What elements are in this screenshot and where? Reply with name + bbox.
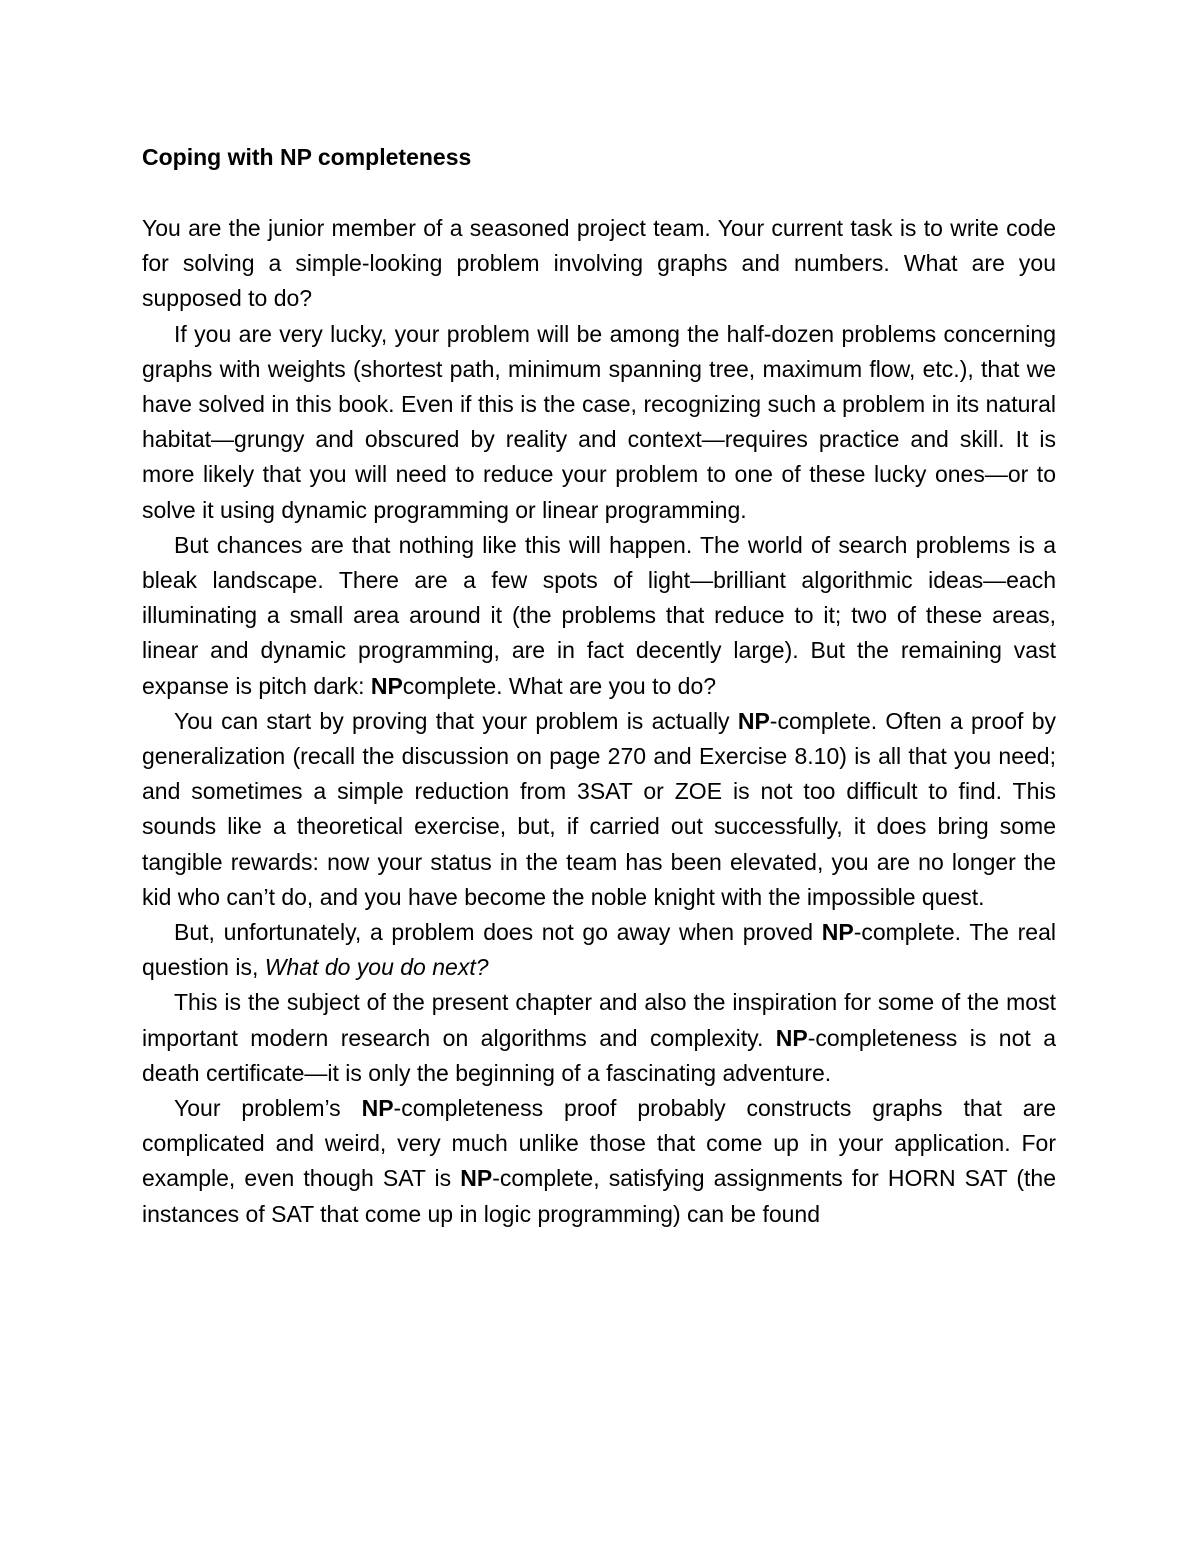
paragraph-lucky [142,317,1056,528]
text-run: If you are very lucky, your problem will be among the half-dozen problems concerning graphs with weights (shortest path, minimum spanning tree, maximum flow, etc.), that we have solved in this book. Even if this is the case, recognizing such a problem in its natural habitat—grungy and obscured by reality and context—requires practice and skill. It is more likely that you will need to reduce your problem to one of these lucky ones—or to solve it using dynamic programming or linear programming. [142,320,1056,523]
text-run: This is the subject of the present chapter and also the inspiration for some of the most important modern research on algorithms and complexity. [142,989,1056,1051]
text-run: But chances are that nothing like this will happen. The world of search problems is a bleak landscape. There are a few spots of light—brilliant algorithmic ideas—each illuminating a small area around it (the problems that reduce to it; two of these areas, linear and dynamic programming, are in fact decently large). But the remaining vast expanse is pitch dark: [142,531,1056,699]
paragraph-proving [142,704,1056,915]
text-run: -complete. The real question is, [142,919,1056,981]
np-term: NP [370,672,403,699]
text-run: -completeness is not a death certificate—it is only the beginning of a fascinating adventure. [142,1024,1056,1086]
np-term: NP [775,1024,808,1051]
text-run: -complete. Often a proof by generalization (recall the discussion on page 270 and Exercise 8.10) is all that you need; and sometimes a simple reduction from 3SAT or ZOE is not too difficult to find. This sounds like a theoretical exercise, but, if carried out successfully, it does bring some tangible rewards: now your status in the team has been elevated, you are no longer the kid who can’t do, and you have become the noble knight with the impossible quest. [142,707,1056,910]
italic-question: What do you do next? [264,954,489,981]
paragraph-unfortunately [142,915,1056,985]
text-run: You are the junior member of a seasoned project team. Your current task is to write code for solving a simple-looking problem involving graphs and numbers. What are you supposed to do? [142,215,1056,312]
text-run: You can start by proving that your problem is actually [174,707,738,734]
text-run: But, unfortunately, a problem does not go away when proved [174,919,822,946]
text-run: complete. What are you to do? [402,672,717,699]
document-page [142,140,1056,1232]
np-term: NP [361,1095,394,1122]
np-term: NP [460,1165,493,1192]
paragraph-proof [142,1091,1056,1232]
text-run: -completeness proof probably constructs graphs that are complicated and weird, very much unlike those that come up in your application. For example, even though SAT is [142,1095,1056,1192]
text-run: Your problem’s [174,1095,362,1122]
text-run: -complete, satisfying assignments for HORN SAT (the instances of SAT that come up in logic programming) can be found [142,1165,1057,1227]
np-term: NP [821,919,854,946]
paragraph-intro [142,211,1056,317]
np-term: NP [737,707,770,734]
document-title: Coping with NP completeness [142,144,472,170]
paragraph-chances [142,528,1056,704]
paragraph-subject [142,985,1056,1091]
